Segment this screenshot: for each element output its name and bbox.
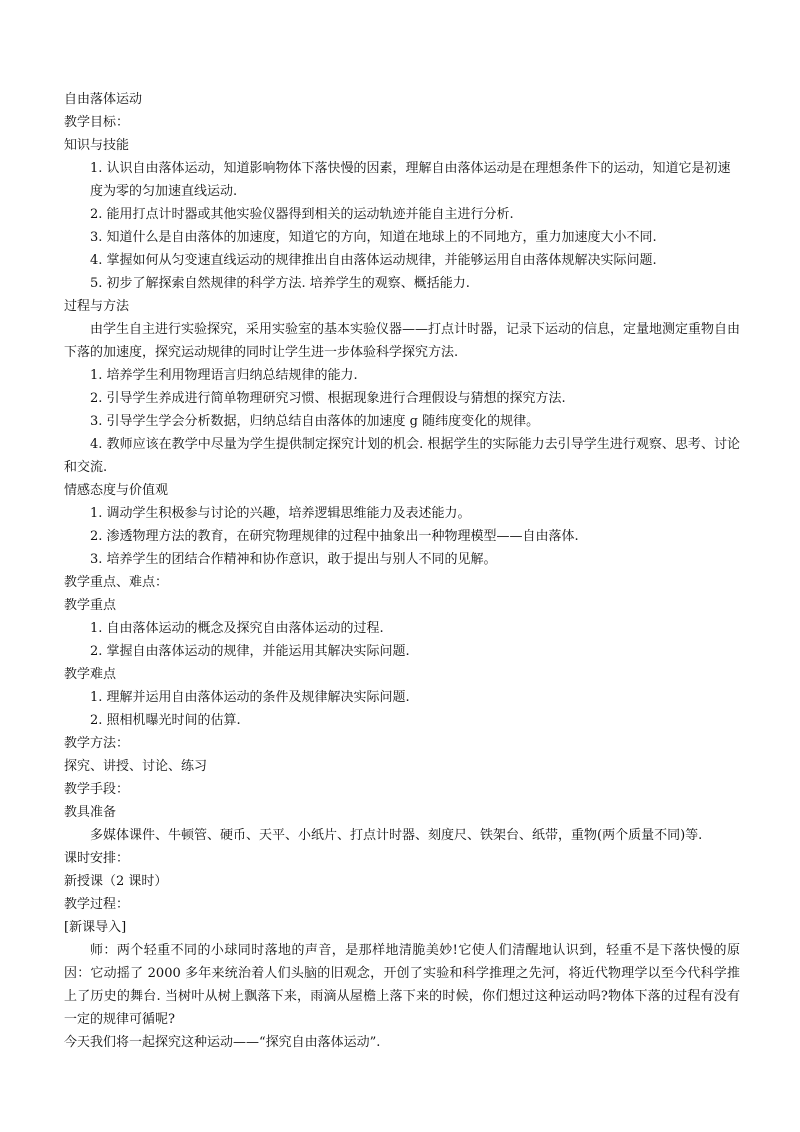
method-label: 教学方法： xyxy=(64,736,130,751)
schedule-text: 新授课（2 课时） xyxy=(64,874,168,889)
knowledge-item: 2. 能用打点计时器或其他实验仪器得到相关的运动轨迹并能自主进行分析. xyxy=(90,207,514,222)
process-label: 教学过程： xyxy=(64,897,130,912)
process-intro: 由学生自主进行实验探究，采用实验室的基本实验仪器——打点计时器，记录下运动的信息，定量地测定重物自由下落的加速度，探究运动规律的同时让学生进一步体验科学探究方法. xyxy=(64,322,741,360)
difficult-item: 1. 理解并运用自由落体运动的条件及规律解决实际问题. xyxy=(90,690,410,705)
tools-heading: 教具准备 xyxy=(64,805,117,820)
emotion-heading: 情感态度与价值观 xyxy=(64,483,169,498)
process-item: 3. 引导学生学会分析数据，归纳总结自由落体的加速度 g 随纬度变化的规律。 xyxy=(90,414,540,429)
difficult-item: 2. 照相机曝光时间的估算. xyxy=(90,713,241,728)
objectives-label: 教学目标： xyxy=(64,115,130,130)
knowledge-item: 1. 认识自由落体运动，知道影响物体下落快慢的因素，理解自由落体运动是在理想条件下的运动，知道它是初速度为零的匀加速直线运动. xyxy=(90,161,731,199)
means-label: 教学手段： xyxy=(64,782,130,797)
emotion-item: 1. 调动学生积极参与讨论的兴趣，培养逻辑思维能力及表述能力。 xyxy=(90,506,471,521)
emotion-item: 2. 渗透物理方法的教育，在研究物理规律的过程中抽象出一种物理模型——自由落体. xyxy=(90,529,579,544)
intro-label: [新课导入] xyxy=(64,920,127,935)
key-heading: 教学重点 xyxy=(64,598,117,613)
method-text: 探究、讲授、讨论、练习 xyxy=(64,759,208,774)
process-heading: 过程与方法 xyxy=(64,299,130,314)
document-page xyxy=(64,88,740,1054)
knowledge-item: 4. 掌握如何从匀变速直线运动的规律推出自由落体运动规律，并能够运用自由落体规解决实际问题. xyxy=(90,253,657,268)
tools-text: 多媒体课件、牛顿管、硬币、天平、小纸片、打点计时器、刻度尺、铁架台、纸带，重物(两个质量不同)等. xyxy=(90,828,703,843)
knowledge-heading: 知识与技能 xyxy=(64,138,130,153)
doc-title: 自由落体运动 xyxy=(64,92,143,107)
schedule-label: 课时安排： xyxy=(64,851,130,866)
key-item: 1. 自由落体运动的概念及探究自由落体运动的过程. xyxy=(90,621,384,636)
knowledge-item: 5. 初步了解探索自然规律的科学方法. 培养学生的观察、概括能力. xyxy=(90,276,470,291)
knowledge-item: 3. 知道什么是自由落体的加速度，知道它的方向，知道在地球上的不同地方，重力加速度大小不同. xyxy=(90,230,657,245)
closing-text: 今天我们将一起探究这种运动——“探究自由落体运动”. xyxy=(64,1035,381,1050)
process-item: 2. 引导学生养成进行简单物理研究习惯、根据现象进行合理假设与猜想的探究方法. xyxy=(90,391,566,406)
process-item: 4. 教师应该在教学中尽量为学生提供制定探究计划的机会. 根据学生的实际能力去引导学生进行观察、思考、讨论和交流. xyxy=(64,437,740,475)
key-points-label: 教学重点、难点： xyxy=(64,575,169,590)
intro-text: 师：两个轻重不同的小球同时落地的声音，是那样地清脆美妙!它使人们清醒地认识到，轻重不是下落快慢的原因：它动摇了 2000 多年来统治着人们头脑的旧观念，开创了实验和科学推理之先河，将近代物理学以至今代科学推上了历史的舞台. 当树叶从树上飘落下来，雨滴从屋檐上落下来的时候，你们想过这种运动吗?物体下落的过程有没有一定的规律可循呢? xyxy=(64,943,740,1027)
key-item: 2. 掌握自由落体运动的规律，并能运用其解决实际问题. xyxy=(90,644,410,659)
process-item: 1. 培养学生利用物理语言归纳总结规律的能力. xyxy=(90,368,358,383)
difficult-heading: 教学难点 xyxy=(64,667,117,682)
emotion-item: 3. 培养学生的团结合作精神和协作意识，敢于提出与别人不同的见解。 xyxy=(90,552,497,567)
